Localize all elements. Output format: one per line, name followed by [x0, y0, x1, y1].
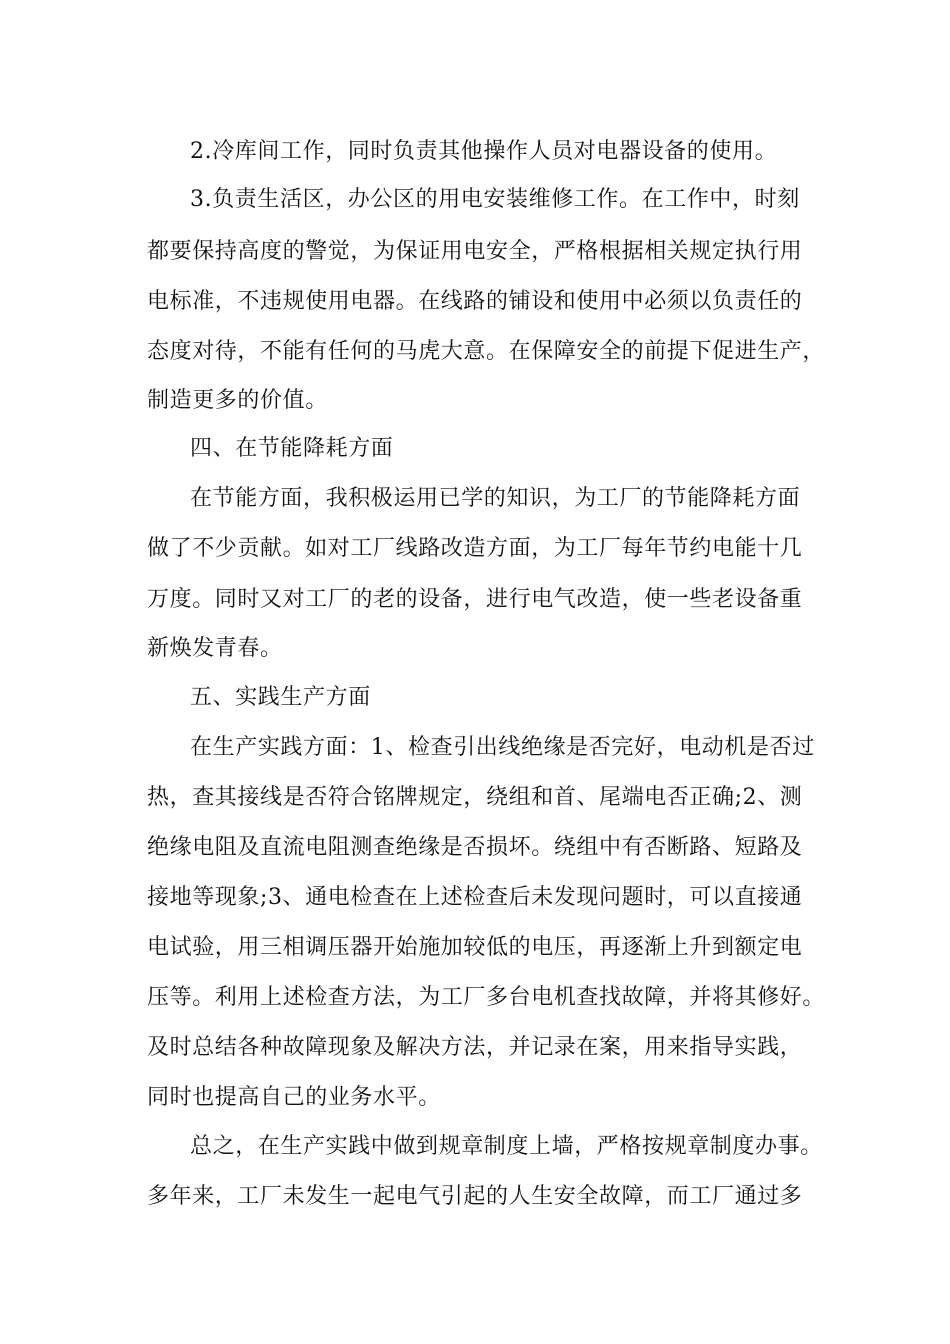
- text-line: 做了不少贡献。如对工厂线路改造方面，为工厂每年节约电能十几: [147, 536, 803, 561]
- text-line: 都要保持高度的警觉，为保证用电安全，严格根据相关规定执行用: [147, 239, 803, 264]
- text-line: 热，查其接线是否符合铭牌规定，绕组和首、尾端电否正确;2、测: [147, 785, 803, 810]
- text-line: 制造更多的价值。: [147, 388, 328, 413]
- text-line: 3.负责生活区，办公区的用电安装维修工作。在工作中，时刻: [190, 187, 800, 212]
- text-line: 新焕发青春。: [147, 636, 283, 661]
- text-line: 2.冷库间工作，同时负责其他操作人员对电器设备的使用。: [190, 139, 778, 164]
- text-line: 万度。同时又对工厂的老的设备，进行电气改造，使一些老设备重: [147, 587, 803, 612]
- text-line: 电试验，用三相调压器开始施加较低的电压，再逐渐上升到额定电: [147, 935, 803, 960]
- text-line: 压等。利用上述检查方法，为工厂多台电机查找故障，并将其修好。: [147, 985, 826, 1010]
- text-line: 总之，在生产实践中做到规章制度上墙，严格按规章制度办事。: [190, 1134, 823, 1159]
- section-heading: 五、实践生产方面: [190, 685, 371, 710]
- text-line: 电标准，不违规使用电器。在线路的铺设和使用中必须以负责任的: [147, 289, 803, 314]
- text-line: 绝缘电阻及直流电阻测查绝缘是否损坏。绕组中有否断路、短路及: [147, 835, 803, 860]
- text-line: 及时总结各种故障现象及解决方法，并记录在案，用来指导实践，: [147, 1035, 803, 1060]
- text-line: 态度对待，不能有任何的马虎大意。在保障安全的前提下促进生产，: [147, 339, 826, 364]
- text-line: 接地等现象;3、通电检查在上述检查后未发现问题时，可以直接通: [147, 885, 803, 910]
- text-line: 在节能方面，我积极运用已学的知识，为工厂的节能降耗方面: [190, 486, 801, 511]
- text-line: 在生产实践方面：1、检查引出线绝缘是否完好，电动机是否过: [190, 735, 815, 760]
- text-line: 多年来，工厂未发生一起电气引起的人生安全故障，而工厂通过多: [147, 1184, 803, 1209]
- section-heading: 四、在节能降耗方面: [190, 436, 394, 461]
- text-line: 同时也提高自己的业务水平。: [147, 1085, 441, 1110]
